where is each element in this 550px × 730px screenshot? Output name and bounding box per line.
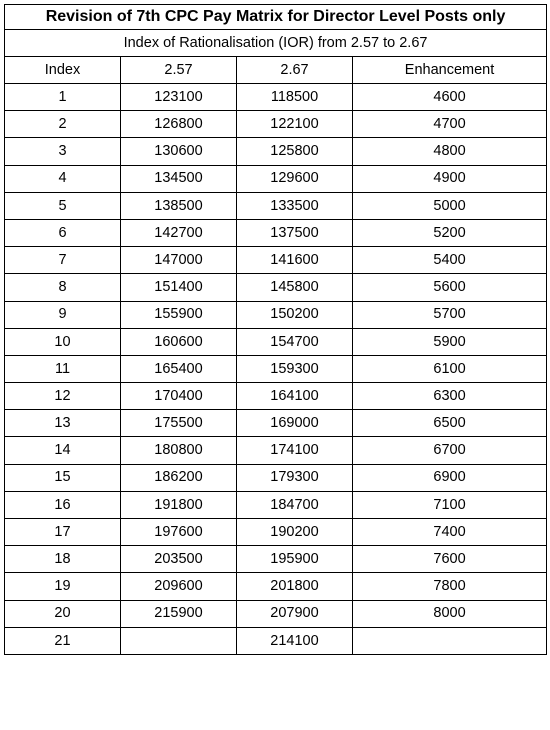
column-header-2-67: 2.67 — [237, 57, 353, 84]
cell-enhancement: 4900 — [353, 165, 547, 192]
table-row — [5, 328, 547, 355]
cell-2-57: 160600 — [121, 328, 237, 355]
cell-2-67: 129600 — [237, 165, 353, 192]
cell-index: 14 — [5, 437, 121, 464]
header-row — [5, 57, 547, 84]
table-row — [5, 491, 547, 518]
cell-2-67: 207900 — [237, 600, 353, 627]
cell-2-57: 155900 — [121, 301, 237, 328]
cell-index: 8 — [5, 274, 121, 301]
cell-2-67: 141600 — [237, 247, 353, 274]
cell-index: 7 — [5, 247, 121, 274]
cell-index: 19 — [5, 573, 121, 600]
cell-2-57: 175500 — [121, 410, 237, 437]
cell-enhancement: 6900 — [353, 464, 547, 491]
cell-index: 9 — [5, 301, 121, 328]
cell-index: 4 — [5, 165, 121, 192]
table-row — [5, 138, 547, 165]
subtitle-row — [5, 30, 547, 57]
table-body — [5, 5, 547, 655]
table-row — [5, 192, 547, 219]
cell-2-67: 164100 — [237, 383, 353, 410]
cell-2-57: 180800 — [121, 437, 237, 464]
cell-2-67: 150200 — [237, 301, 353, 328]
table-row — [5, 383, 547, 410]
cell-2-57: 197600 — [121, 519, 237, 546]
cell-2-57 — [121, 627, 237, 654]
cell-2-57: 142700 — [121, 219, 237, 246]
cell-index: 2 — [5, 111, 121, 138]
cell-index: 10 — [5, 328, 121, 355]
table-row — [5, 600, 547, 627]
cell-2-57: 123100 — [121, 84, 237, 111]
table-row — [5, 519, 547, 546]
cell-enhancement: 5200 — [353, 219, 547, 246]
cell-2-67: 133500 — [237, 192, 353, 219]
cell-2-57: 134500 — [121, 165, 237, 192]
table-row — [5, 111, 547, 138]
cell-index: 3 — [5, 138, 121, 165]
cell-index: 1 — [5, 84, 121, 111]
cell-2-57: 170400 — [121, 383, 237, 410]
cell-2-57: 151400 — [121, 274, 237, 301]
table-row — [5, 437, 547, 464]
cell-enhancement: 4700 — [353, 111, 547, 138]
cell-2-67: 201800 — [237, 573, 353, 600]
cell-index: 17 — [5, 519, 121, 546]
cell-enhancement: 5600 — [353, 274, 547, 301]
cell-2-67: 179300 — [237, 464, 353, 491]
cell-2-57: 191800 — [121, 491, 237, 518]
cell-2-67: 137500 — [237, 219, 353, 246]
cell-2-67: 195900 — [237, 546, 353, 573]
cell-enhancement — [353, 627, 547, 654]
cell-index: 6 — [5, 219, 121, 246]
cell-2-67: 122100 — [237, 111, 353, 138]
cell-enhancement: 4600 — [353, 84, 547, 111]
title-row — [5, 5, 547, 30]
cell-2-67: 190200 — [237, 519, 353, 546]
table-row — [5, 84, 547, 111]
cell-enhancement: 5400 — [353, 247, 547, 274]
table-row — [5, 464, 547, 491]
table-row — [5, 301, 547, 328]
cell-2-57: 186200 — [121, 464, 237, 491]
column-header-enhancement: Enhancement — [353, 57, 547, 84]
cell-2-57: 130600 — [121, 138, 237, 165]
cell-2-57: 203500 — [121, 546, 237, 573]
cell-2-67: 184700 — [237, 491, 353, 518]
table-row — [5, 573, 547, 600]
table-row — [5, 219, 547, 246]
cell-index: 11 — [5, 355, 121, 382]
cell-index: 16 — [5, 491, 121, 518]
cell-enhancement: 7400 — [353, 519, 547, 546]
table-title: Revision of 7th CPC Pay Matrix for Director Level Posts only — [5, 5, 547, 30]
cell-enhancement: 6100 — [353, 355, 547, 382]
table-row — [5, 355, 547, 382]
cell-enhancement: 7800 — [353, 573, 547, 600]
cell-2-57: 138500 — [121, 192, 237, 219]
cell-enhancement: 6300 — [353, 383, 547, 410]
cell-enhancement: 5900 — [353, 328, 547, 355]
cell-index: 12 — [5, 383, 121, 410]
cell-2-57: 126800 — [121, 111, 237, 138]
cell-2-67: 154700 — [237, 328, 353, 355]
cell-enhancement: 6500 — [353, 410, 547, 437]
table-subtitle: Index of Rationalisation (IOR) from 2.57 to 2.67 — [5, 30, 547, 57]
cell-enhancement: 5700 — [353, 301, 547, 328]
cell-index: 15 — [5, 464, 121, 491]
pay-matrix-table — [4, 4, 547, 655]
cell-2-67: 118500 — [237, 84, 353, 111]
cell-index: 21 — [5, 627, 121, 654]
cell-index: 13 — [5, 410, 121, 437]
cell-enhancement: 7600 — [353, 546, 547, 573]
cell-2-67: 145800 — [237, 274, 353, 301]
cell-enhancement: 7100 — [353, 491, 547, 518]
table-row — [5, 274, 547, 301]
table-row — [5, 247, 547, 274]
cell-2-67: 125800 — [237, 138, 353, 165]
cell-enhancement: 5000 — [353, 192, 547, 219]
cell-2-67: 159300 — [237, 355, 353, 382]
cell-2-67: 174100 — [237, 437, 353, 464]
table-row — [5, 627, 547, 654]
cell-2-57: 215900 — [121, 600, 237, 627]
column-header-index: Index — [5, 57, 121, 84]
cell-index: 5 — [5, 192, 121, 219]
cell-2-67: 169000 — [237, 410, 353, 437]
table-row — [5, 165, 547, 192]
column-header-2-57: 2.57 — [121, 57, 237, 84]
cell-2-57: 165400 — [121, 355, 237, 382]
cell-enhancement: 4800 — [353, 138, 547, 165]
cell-enhancement: 8000 — [353, 600, 547, 627]
cell-enhancement: 6700 — [353, 437, 547, 464]
table-row — [5, 546, 547, 573]
cell-2-67: 214100 — [237, 627, 353, 654]
cell-index: 20 — [5, 600, 121, 627]
cell-index: 18 — [5, 546, 121, 573]
table-row — [5, 410, 547, 437]
cell-2-57: 147000 — [121, 247, 237, 274]
cell-2-57: 209600 — [121, 573, 237, 600]
